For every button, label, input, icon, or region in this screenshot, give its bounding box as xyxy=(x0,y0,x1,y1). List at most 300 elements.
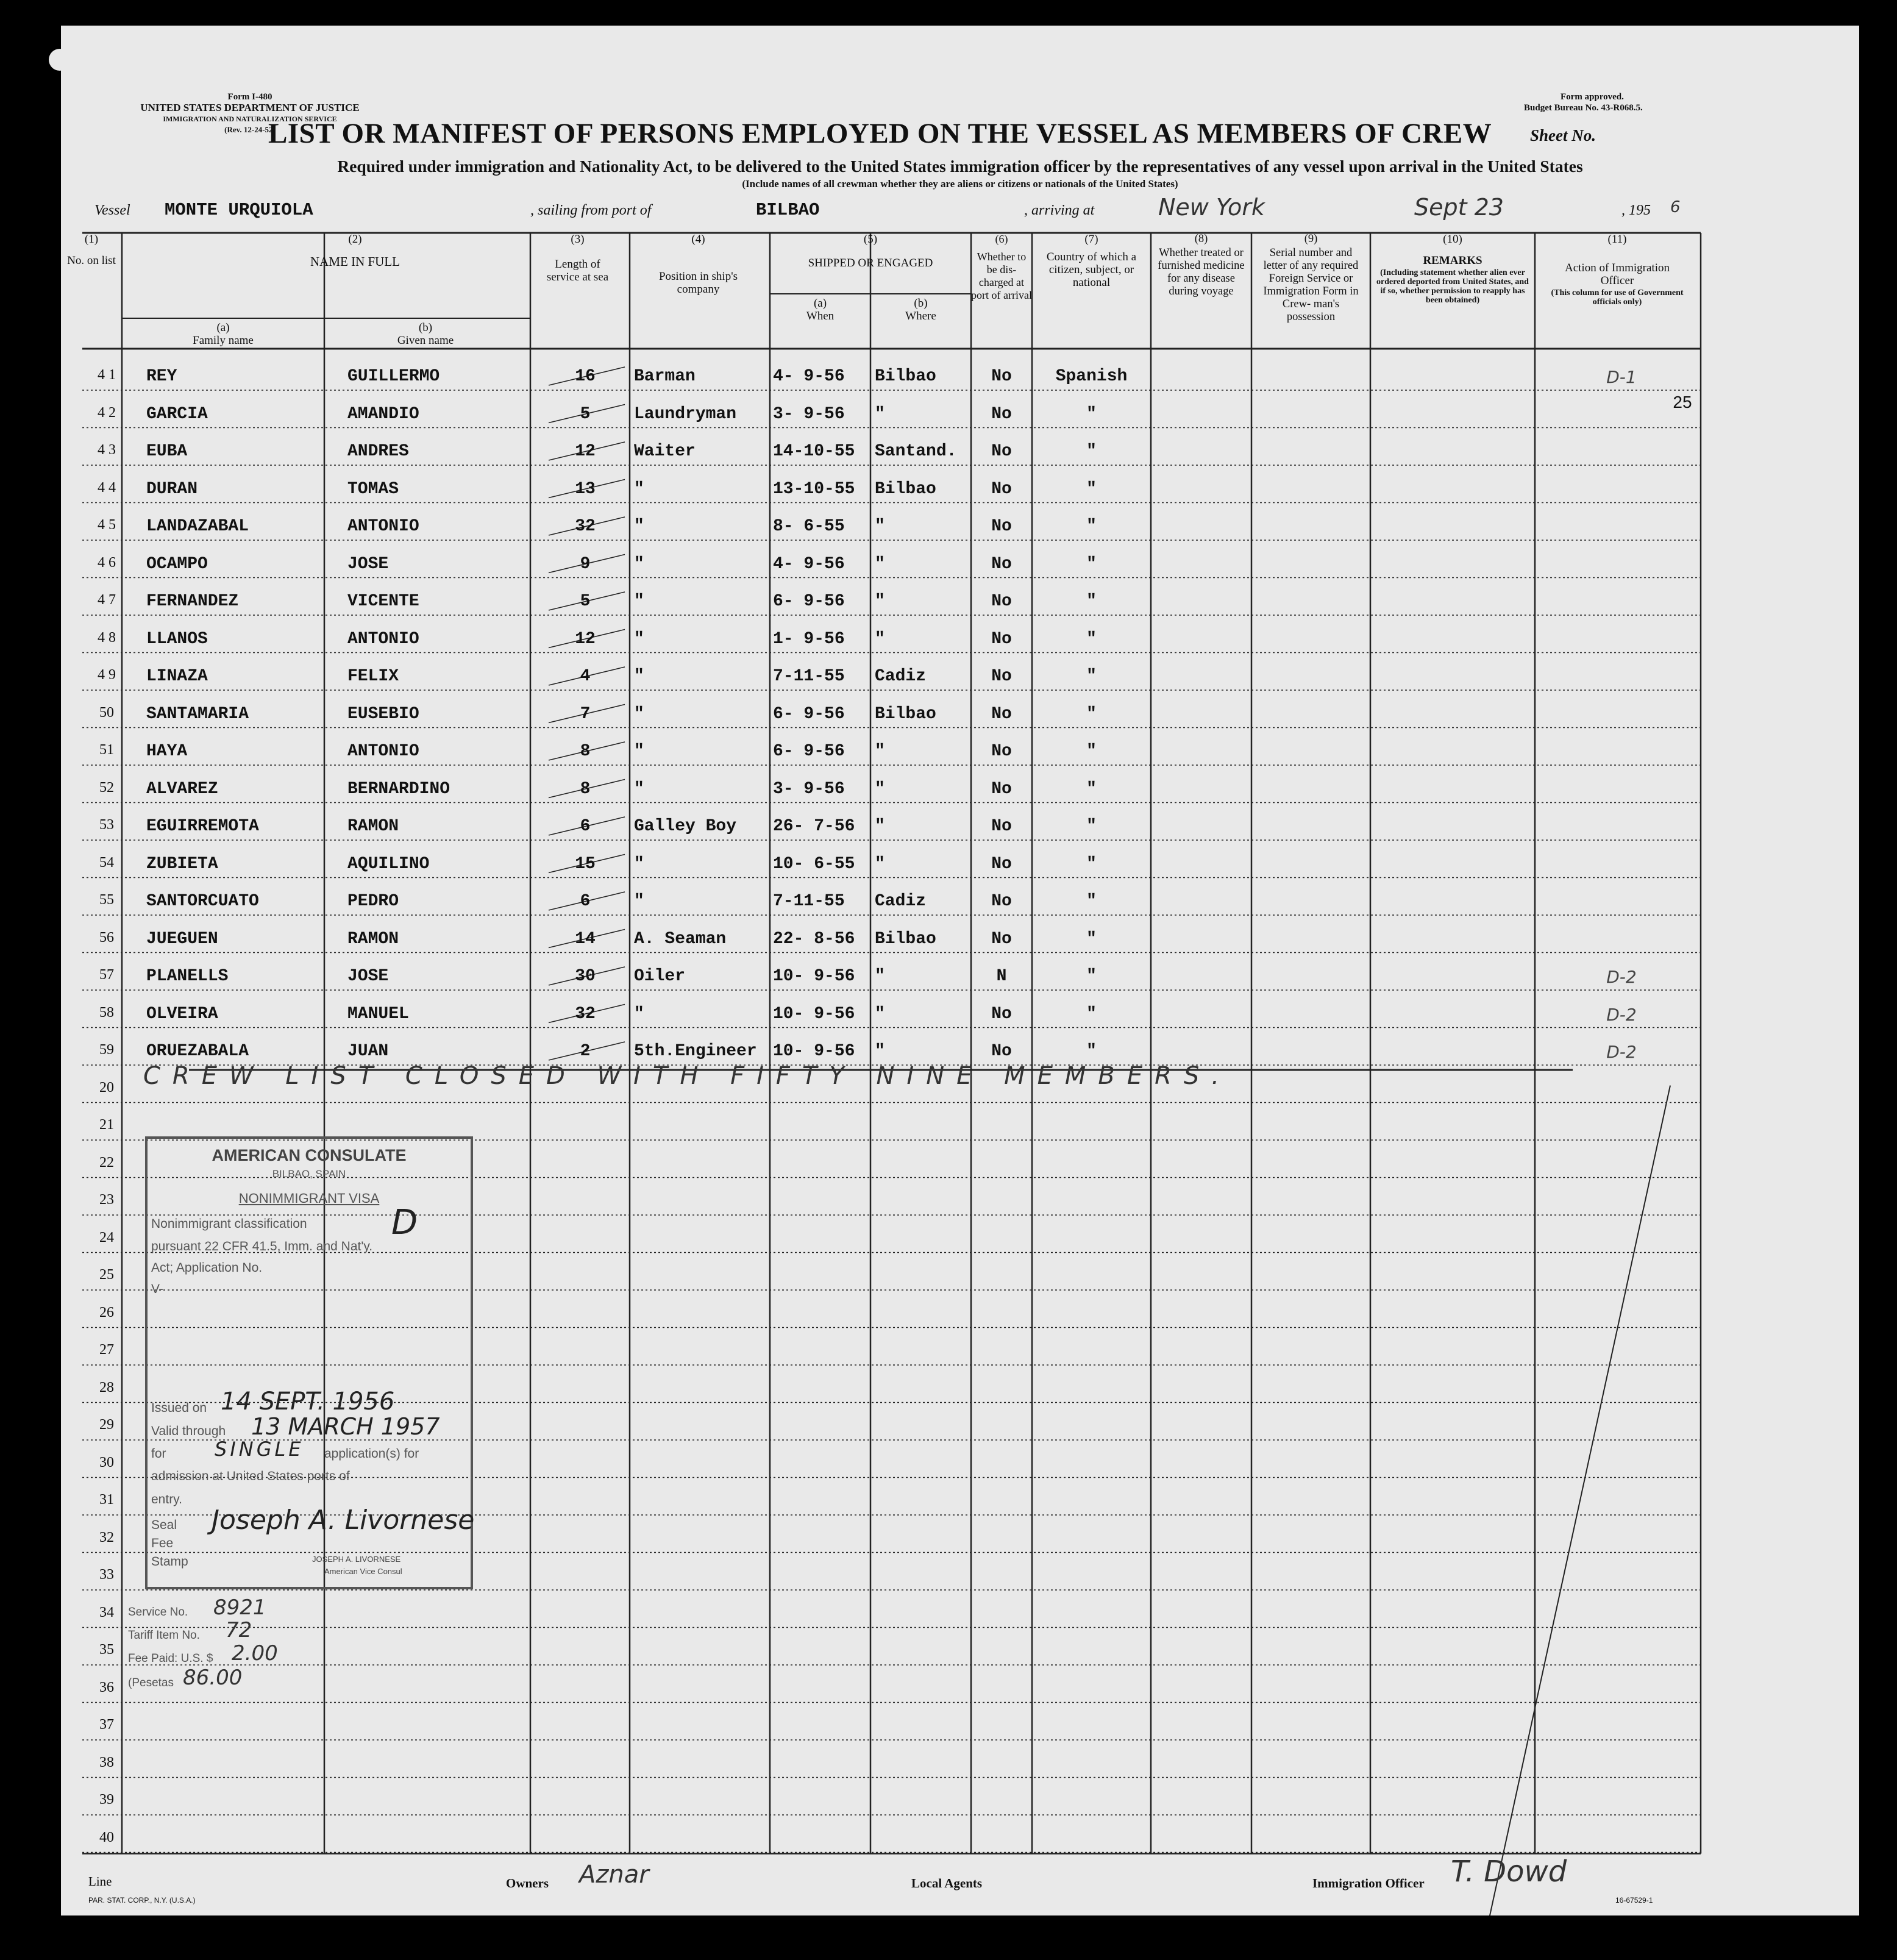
col8-label: Whether treated or furnished medicine for any disease during voyage xyxy=(1158,247,1245,298)
cell-discharged: No xyxy=(991,892,1012,911)
cell-family: PLANELLS xyxy=(146,967,229,986)
col10-header xyxy=(1370,233,1535,305)
cell-num: 56 xyxy=(99,929,114,946)
cell-length: 32 xyxy=(575,1004,596,1024)
cell-family: EGUIRREMOTA xyxy=(146,817,259,836)
row-number: 29 xyxy=(99,1417,114,1433)
row-number: 34 xyxy=(99,1604,114,1620)
cell-position: 5th.Engineer xyxy=(634,1042,757,1061)
cell-position: " xyxy=(634,517,644,536)
col2-label: NAME IN FULL xyxy=(310,254,400,269)
consul-name: JOSEPH A. LIVORNESE xyxy=(312,1555,401,1564)
row-number: 22 xyxy=(99,1154,114,1171)
cell-num: 57 xyxy=(99,967,114,983)
cell-when: 7-11-55 xyxy=(773,667,845,686)
cell-num: 54 xyxy=(99,854,114,871)
cell-when: 10- 9-56 xyxy=(773,967,855,986)
row-number: 35 xyxy=(99,1642,114,1658)
cell-where: Cadiz xyxy=(875,667,927,686)
stamp-valid-label: Valid through xyxy=(151,1424,226,1438)
cell-family: LANDAZABAL xyxy=(146,517,249,536)
cell-discharged: No xyxy=(991,517,1012,536)
local-agents-label: Local Agents xyxy=(911,1876,983,1891)
fee-value: 2.00 xyxy=(232,1641,278,1666)
cell-country: " xyxy=(1086,554,1097,574)
cell-position: " xyxy=(634,854,644,874)
row-number: 27 xyxy=(99,1342,114,1358)
cell-family: EUBA xyxy=(146,442,188,461)
row-number: 20 xyxy=(99,1079,114,1096)
sheet-label: Sheet No. xyxy=(1530,126,1596,144)
include-line: (Include names of all crewman whether they are aliens or citizens or nationals of the United States) xyxy=(742,178,1178,190)
col11-label: Action of Immigration Officer xyxy=(1564,262,1670,287)
cell-num: 4 7 xyxy=(98,592,116,608)
consulate-stamp xyxy=(145,1136,473,1589)
stamp-applications-label: application(s) for xyxy=(324,1447,419,1461)
cell-length: 8 xyxy=(580,742,591,761)
cell-given: ANDRES xyxy=(347,442,409,461)
cell-given: TOMAS xyxy=(347,479,399,499)
col2b-header xyxy=(324,321,527,347)
grid-line xyxy=(1487,1086,1670,1916)
cell-country: " xyxy=(1086,442,1097,461)
cell-where: Bilbao xyxy=(875,929,936,949)
col7-number: (7) xyxy=(1084,233,1098,246)
cell-action: D-2 xyxy=(1606,1042,1637,1062)
stamp-application: Act; Application No. xyxy=(151,1261,263,1275)
cell-given: PEDRO xyxy=(347,892,399,911)
cell-num: 4 9 xyxy=(98,667,116,683)
col5b-letter: (b) xyxy=(914,297,928,310)
pesetas-value: 86.00 xyxy=(183,1666,243,1690)
cell-length: 6 xyxy=(580,892,591,911)
cell-position: " xyxy=(634,704,644,724)
cell-where: Bilbao xyxy=(875,704,936,724)
cell-where: " xyxy=(875,554,885,574)
cell-given: JOSE xyxy=(347,554,389,574)
col2a-header xyxy=(122,321,324,347)
service-label: Service No. xyxy=(128,1606,188,1619)
row-number: 23 xyxy=(99,1192,114,1208)
col5-header xyxy=(770,233,971,269)
cell-where: " xyxy=(875,967,885,986)
cell-country: " xyxy=(1086,404,1097,424)
cell-country: " xyxy=(1086,629,1097,649)
row-number: 30 xyxy=(99,1454,114,1470)
cell-discharged: No xyxy=(991,779,1012,799)
tariff-value: 72 xyxy=(226,1618,252,1642)
tariff-label: Tariff Item No. xyxy=(128,1629,200,1642)
cell-when: 4- 9-56 xyxy=(773,554,845,574)
cell-given: BERNARDINO xyxy=(347,779,450,799)
cell-country: " xyxy=(1086,704,1097,724)
cell-num: 53 xyxy=(99,817,114,833)
cell-where: Santand. xyxy=(875,442,957,461)
stamp-for-value: SINGLE xyxy=(215,1438,304,1461)
immigration-officer-label: Immigration Officer xyxy=(1312,1876,1425,1891)
cell-where: " xyxy=(875,629,885,649)
page-title: LIST OR MANIFEST OF PERSONS EMPLOYED ON THE VESSEL AS MEMBERS OF CREW xyxy=(268,118,1492,149)
stamp-issued-label: Issued on xyxy=(151,1401,207,1415)
col8-header xyxy=(1151,233,1251,298)
col11-sub: (This column for use of Government officials only) xyxy=(1551,288,1684,307)
cell-when: 3- 9-56 xyxy=(773,404,845,424)
cell-country: " xyxy=(1086,479,1097,499)
col6-header xyxy=(971,233,1032,302)
col1-header xyxy=(61,233,122,267)
cell-country: " xyxy=(1086,892,1097,911)
cell-given: JUAN xyxy=(347,1042,389,1061)
col2-number: (2) xyxy=(348,233,362,246)
row-number: 36 xyxy=(99,1679,114,1695)
cell-length: 2 xyxy=(580,1042,591,1061)
col2a-letter: (a) xyxy=(216,321,230,334)
col10-sub: (Including statement whether alien ever ordered deported from United States, and if so, whether permission to reapply has been obtained) xyxy=(1376,268,1529,305)
cell-family: LLANOS xyxy=(146,629,208,649)
cell-num: 59 xyxy=(99,1042,114,1058)
col4-number: (4) xyxy=(691,233,705,246)
cell-when: 4- 9-56 xyxy=(773,367,845,386)
cell-family: ALVAREZ xyxy=(146,779,218,799)
cell-when: 10- 6-55 xyxy=(773,854,855,874)
cell-action: D-2 xyxy=(1606,967,1637,987)
col9-number: (9) xyxy=(1304,233,1318,245)
stamp-visa: NONIMMIGRANT VISA xyxy=(238,1191,380,1206)
cell-where: " xyxy=(875,1004,885,1024)
cell-position: Laundryman xyxy=(634,404,737,424)
cell-country: " xyxy=(1086,1042,1097,1061)
stamp-stamp-word: Stamp xyxy=(151,1555,188,1569)
row-number: 25 xyxy=(99,1267,114,1283)
service-value: 8921 xyxy=(213,1595,266,1620)
cell-family: SANTAMARIA xyxy=(146,704,249,724)
cell-given: MANUEL xyxy=(347,1004,409,1024)
cell-length: 16 xyxy=(575,367,596,386)
col5b-label: Where xyxy=(905,310,936,323)
owners-label: Owners xyxy=(506,1876,549,1891)
cell-position: " xyxy=(634,779,644,799)
cell-when: 10- 9-56 xyxy=(773,1004,855,1024)
cell-given: JOSE xyxy=(347,967,389,986)
row-number: 38 xyxy=(99,1754,114,1770)
cell-family: SANTORCUATO xyxy=(146,892,259,911)
cell-where: " xyxy=(875,779,885,799)
col10-label: REMARKS xyxy=(1423,254,1482,267)
consul-signature: Joseph A. Livornese xyxy=(212,1505,475,1536)
stamp-issued-value: 14 SEPT. 1956 xyxy=(221,1388,395,1416)
stamp-classification-value: D xyxy=(391,1203,418,1242)
vessel-label: Vessel xyxy=(94,202,130,218)
col6-label: Whether to be dis- charged at port of arrival xyxy=(971,251,1032,301)
col5a-letter: (a) xyxy=(813,297,827,310)
cell-where: " xyxy=(875,742,885,761)
cell-when: 6- 9-56 xyxy=(773,704,845,724)
cell-length: 32 xyxy=(575,517,596,536)
col1-number: (1) xyxy=(84,233,99,246)
cell-country: " xyxy=(1086,854,1097,874)
col5-label: SHIPPED OR ENGAGED xyxy=(808,257,933,269)
cell-length: 9 xyxy=(580,554,591,574)
stamp-valid-value: 13 MARCH 1957 xyxy=(251,1413,440,1440)
col7-label: Country of which a citizen, subject, or national xyxy=(1046,251,1137,289)
stamp-seal: Seal xyxy=(151,1518,177,1532)
cell-given: AMANDIO xyxy=(347,404,419,424)
cell-length: 13 xyxy=(575,479,596,499)
arrival-date: Sept 23 xyxy=(1414,194,1504,221)
sailing-value: BILBAO xyxy=(756,200,820,220)
cell-when: 10- 9-56 xyxy=(773,1042,855,1061)
cell-family: HAYA xyxy=(146,742,188,761)
form-number: Form I-480 xyxy=(227,92,272,102)
col5-number: (5) xyxy=(863,233,878,246)
col4-header xyxy=(630,233,767,296)
cell-length: 8 xyxy=(580,779,591,799)
col5a-label: When xyxy=(806,310,835,323)
cell-discharged: No xyxy=(991,1042,1012,1061)
cell-discharged: No xyxy=(991,817,1012,836)
sailing-label: , sailing from port of xyxy=(530,202,652,218)
cell-country: " xyxy=(1086,667,1097,686)
row-number: 28 xyxy=(99,1379,114,1395)
cell-num: 4 3 xyxy=(98,442,116,458)
stamp-for-label: for xyxy=(151,1447,166,1461)
cell-position: " xyxy=(634,1004,644,1024)
col8-number: (8) xyxy=(1194,233,1208,245)
cell-action: D-1 xyxy=(1606,367,1637,387)
col10-number: (10) xyxy=(1443,233,1462,246)
cell-where: Bilbao xyxy=(875,479,936,499)
row-number: 24 xyxy=(99,1229,114,1245)
cell-when: 26- 7-56 xyxy=(773,817,855,836)
cell-position: Waiter xyxy=(634,442,696,461)
col11-number: (11) xyxy=(1607,233,1627,246)
cell-given: EUSEBIO xyxy=(347,704,419,724)
row-number: 33 xyxy=(99,1567,114,1583)
cell-discharged: No xyxy=(991,1004,1012,1024)
cell-family: ORUEZABALA xyxy=(146,1042,249,1061)
stamp-fee: Fee xyxy=(151,1536,174,1550)
cell-num: 52 xyxy=(99,779,114,796)
cell-family: GARCIA xyxy=(146,404,208,424)
year-label: , 195 xyxy=(1621,202,1651,218)
required-line: Required under immigration and Nationality Act, to be delivered to the United States immigration officer by the representatives of any vessel upon arrival in the United States xyxy=(337,157,1583,176)
col9-header xyxy=(1251,233,1370,324)
cell-num: 55 xyxy=(99,892,114,908)
cell-family: OLVEIRA xyxy=(146,1004,218,1024)
row-number: 21 xyxy=(99,1117,114,1133)
officer-signature: T. Dowd xyxy=(1451,1855,1567,1889)
cell-discharged: No xyxy=(991,667,1012,686)
year-value: 6 xyxy=(1670,198,1681,216)
cell-country: " xyxy=(1086,592,1097,611)
cell-action: D-2 xyxy=(1606,1004,1637,1025)
col3-header xyxy=(530,233,625,283)
cell-given: AQUILINO xyxy=(347,854,430,874)
cell-discharged: No xyxy=(991,554,1012,574)
cell-discharged: No xyxy=(991,479,1012,499)
cell-position: Galley Boy xyxy=(634,817,737,836)
cell-family: FERNANDEZ xyxy=(146,592,239,611)
owners-signature: Aznar xyxy=(579,1861,649,1889)
cell-position: " xyxy=(634,592,644,611)
closing-note: CREW LIST CLOSED WITH FIFTY NINE MEMBERS. xyxy=(143,1062,1232,1090)
cell-discharged: No xyxy=(991,367,1012,386)
cell-country: " xyxy=(1086,779,1097,799)
stamp-classification-label: Nonimmigrant classification xyxy=(151,1217,307,1231)
cell-length: 5 xyxy=(580,404,591,424)
cell-when: 6- 9-56 xyxy=(773,592,845,611)
cell-family: OCAMPO xyxy=(146,554,208,574)
cell-when: 6- 9-56 xyxy=(773,742,845,761)
consul-title: American Vice Consul xyxy=(324,1567,402,1576)
cell-length: 14 xyxy=(575,929,596,949)
arriving-value: New York xyxy=(1158,194,1265,221)
col2b-letter: (b) xyxy=(418,321,433,334)
cell-position: Barman xyxy=(634,367,696,386)
cell-when: 7-11-55 xyxy=(773,892,845,911)
cell-length: 30 xyxy=(575,967,596,986)
cell-num: 51 xyxy=(99,742,114,758)
cell-position: A. Seaman xyxy=(634,929,727,949)
col6-number: (6) xyxy=(995,233,1008,245)
cell-where: " xyxy=(875,854,885,874)
cell-when: 8- 6-55 xyxy=(773,517,845,536)
cell-where: " xyxy=(875,517,885,536)
form-code: 16-67529-1 xyxy=(1615,1896,1653,1905)
arriving-label: , arriving at xyxy=(1024,202,1095,218)
row-number: 31 xyxy=(99,1492,114,1508)
cell-position: " xyxy=(634,554,644,574)
budget-number: Budget Bureau No. 43-R068.5. xyxy=(1524,103,1643,113)
cell-family: REY xyxy=(146,367,177,386)
cell-position: " xyxy=(634,667,644,686)
cell-when: 1- 9-56 xyxy=(773,629,845,649)
service: IMMIGRATION AND NATURALIZATION SERVICE xyxy=(163,115,337,123)
stamp-v-label: V- xyxy=(151,1282,163,1296)
manifest-sheet xyxy=(61,26,1859,1915)
stamp-title: AMERICAN CONSULATE xyxy=(212,1146,407,1164)
cell-discharged: No xyxy=(991,704,1012,724)
col9-label: Serial number and letter of any required Foreign Service or Immigration Form in Crew- man's possession xyxy=(1263,247,1359,323)
pesetas-label: (Pesetas xyxy=(128,1677,174,1689)
cell-given: RAMON xyxy=(347,817,399,836)
cell-family: JUEGUEN xyxy=(146,929,218,949)
cell-num: 58 xyxy=(99,1004,114,1021)
printer-line: PAR. STAT. CORP., N.Y. (U.S.A.) xyxy=(88,1896,196,1905)
cell-when: 3- 9-56 xyxy=(773,779,845,799)
row-number: 40 xyxy=(99,1829,114,1845)
line-label: Line xyxy=(88,1874,112,1889)
cell-length: 12 xyxy=(575,442,596,461)
cell-discharged: No xyxy=(991,592,1012,611)
cell-num: 50 xyxy=(99,704,114,721)
cell-where: " xyxy=(875,592,885,611)
cell-country: " xyxy=(1086,1004,1097,1024)
col7-header xyxy=(1032,233,1151,289)
stamp-entry: entry. xyxy=(151,1492,182,1506)
row-number: 32 xyxy=(99,1529,114,1545)
cell-country: " xyxy=(1086,929,1097,949)
cell-discharged: No xyxy=(991,742,1012,761)
cell-position: " xyxy=(634,892,644,911)
cell-discharged: No xyxy=(991,442,1012,461)
cell-num: 4 1 xyxy=(98,367,116,383)
fee-label: Fee Paid: U.S. $ xyxy=(128,1652,213,1665)
cell-country: " xyxy=(1086,517,1097,536)
cell-length: 4 xyxy=(580,667,591,686)
cell-given: VICENTE xyxy=(347,592,419,611)
col2-header xyxy=(122,233,588,268)
cell-family: ZUBIETA xyxy=(146,854,218,874)
cell-when: 14-10-55 xyxy=(773,442,855,461)
cell-length: 7 xyxy=(580,704,591,724)
col3-number: (3) xyxy=(571,233,585,246)
row-number: 26 xyxy=(99,1304,114,1320)
cell-num: 4 4 xyxy=(98,479,116,496)
cell-given: ANTONIO xyxy=(347,742,419,761)
cell-num: 4 6 xyxy=(98,554,116,571)
col4-label: Position in ship's company xyxy=(658,270,738,296)
cell-position: " xyxy=(634,629,644,649)
cell-country: " xyxy=(1086,817,1097,836)
cell-position: Oiler xyxy=(634,967,686,986)
col2a-label: Family name xyxy=(193,334,254,347)
cell-discharged: No xyxy=(991,629,1012,649)
revision: (Rev. 12-24-52) xyxy=(224,125,276,134)
cell-country: " xyxy=(1086,742,1097,761)
cell-discharged: No xyxy=(991,854,1012,874)
cell-where: " xyxy=(875,404,885,424)
cell-discharged: No xyxy=(991,929,1012,949)
col11-header xyxy=(1535,233,1699,307)
cell-given: FELIX xyxy=(347,667,399,686)
cell-family: LINAZA xyxy=(146,667,208,686)
cell-given: ANTONIO xyxy=(347,629,419,649)
cell-when: 22- 8-56 xyxy=(773,929,855,949)
stamp-admission: admission at United States ports of xyxy=(151,1469,350,1483)
cell-family: DURAN xyxy=(146,479,198,499)
cell-given: GUILLERMO xyxy=(347,367,440,386)
cell-given: RAMON xyxy=(347,929,399,949)
vessel-value: MONTE URQUIOLA xyxy=(165,200,313,220)
stamp-pursuant: pursuant 22 CFR 41.5, Imm. and Nat'y. xyxy=(151,1239,373,1253)
cell-length: 12 xyxy=(575,629,596,649)
cell-country: " xyxy=(1086,967,1097,986)
cell-discharged: No xyxy=(991,404,1012,424)
cell-discharged: N xyxy=(996,967,1007,986)
cell-action: 25 xyxy=(1673,392,1692,412)
col5a-header xyxy=(770,297,870,323)
approved: Form approved. xyxy=(1561,92,1624,102)
cell-length: 15 xyxy=(575,854,596,874)
col1-label: No. on list xyxy=(67,254,116,267)
cell-when: 13-10-55 xyxy=(773,479,855,499)
cell-length: 5 xyxy=(580,592,591,611)
row-number: 37 xyxy=(99,1717,114,1733)
col3-label: Length of service at sea xyxy=(546,258,609,283)
cell-where: " xyxy=(875,817,885,836)
cell-position: " xyxy=(634,479,644,499)
cell-where: Bilbao xyxy=(875,367,936,386)
row-number: 39 xyxy=(99,1792,114,1808)
cell-country: Spanish xyxy=(1055,367,1128,386)
cell-given: ANTONIO xyxy=(347,517,419,536)
cell-where: Cadiz xyxy=(875,892,927,911)
stamp-city: BILBAO, SPAIN xyxy=(272,1168,346,1180)
cell-length: 6 xyxy=(580,817,591,836)
cell-num: 4 8 xyxy=(98,629,116,646)
col2b-label: Given name xyxy=(397,334,454,347)
